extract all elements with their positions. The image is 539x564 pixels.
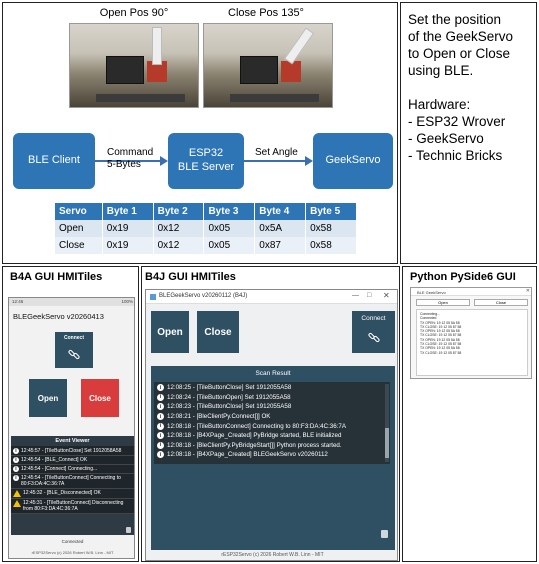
list-item: TX OPEN: 19 12 05 5A 58 <box>420 337 460 342</box>
app-icon <box>150 294 156 300</box>
close-button[interactable]: Close <box>474 299 528 306</box>
log-textarea[interactable] <box>416 309 528 376</box>
list-item: i 12:08:24 - [TileButtonOpen] Set 1912055A58 <box>154 393 390 403</box>
info-icon: i <box>13 457 19 463</box>
table-header: Byte 1 <box>102 203 153 220</box>
copyright: rESP32Servo (c) 2026 Robert W.B. Linn - MIT <box>221 552 324 558</box>
info-icon: i <box>157 423 164 430</box>
maximize-button[interactable]: □ <box>367 292 372 299</box>
scrollbar[interactable] <box>385 384 389 462</box>
list-item: i 12:45:54 - [Connect] Connecting... <box>11 465 134 474</box>
close-window-button[interactable]: ✕ <box>383 291 390 300</box>
info-icon: i <box>157 403 164 410</box>
python-window <box>410 287 532 379</box>
list-item: i 12:08:25 - [TileButtonClose] Set 1912055A58 <box>154 383 390 393</box>
scan-result-title: Scan Result <box>255 369 291 377</box>
arrow-set-angle <box>244 160 306 162</box>
trash-icon[interactable] <box>381 530 388 538</box>
table-header: Byte 4 <box>255 203 306 220</box>
description-text: Set the position of the GeekServo to Open or Close using BLE. Hardware: - ESP32 Wrover - GeekServo - Technic Bricks <box>408 12 514 163</box>
list-item: TX CLOSE: 19 12 05 87 58 <box>420 333 462 338</box>
python-section-title: Python PySide6 GUI <box>410 271 516 283</box>
status-bar: 12:46 100% <box>9 298 135 306</box>
list-item: TX CLOSE: 19 12 05 87 58 <box>420 324 462 329</box>
edge-set-angle-label: Set Angle <box>255 147 298 158</box>
edge-command-label: Command 5-Bytes <box>107 147 154 170</box>
table-header: Byte 2 <box>153 203 204 220</box>
scan-result-panel <box>151 366 395 550</box>
window-title: BLE GeekServo <box>417 289 446 295</box>
open-button[interactable]: Open <box>416 299 470 306</box>
list-item: TX CLOSE: 19 12 05 87 58 <box>420 342 462 347</box>
list-item: 12:45:32 - [BLE_Disconnected] OK <box>11 489 134 499</box>
title-bar <box>411 288 532 296</box>
list-item: i 12:45:54 - [TileButtonConnect] Connecting to 80:F3:DA:4C:36:7A <box>11 474 134 489</box>
list-item: TX CLOSE: 19 12 05 87 58 <box>420 350 462 355</box>
list-item: 12:45:31 - [TileButtonConnect] Disconnecting from 80:F3:DA:4C:36:7A <box>11 499 134 514</box>
info-icon: i <box>157 442 164 449</box>
arrow-command-head <box>160 156 168 166</box>
window-title: BLEGeekServo v20260112 (B4J) <box>159 293 248 299</box>
arrow-set-angle-head <box>305 156 313 166</box>
info-icon: i <box>157 432 164 439</box>
event-viewer <box>11 436 134 535</box>
connect-tile[interactable]: Connect <box>55 332 93 368</box>
link-icon <box>368 331 380 343</box>
node-esp32-server: ESP32 BLE Server <box>168 133 244 189</box>
table-header: Byte 3 <box>204 203 255 220</box>
connect-tile[interactable]: Connect <box>352 311 395 353</box>
event-viewer-title: Event Viewer <box>55 438 90 444</box>
table-row: Open 0x19 0x12 0x05 0x5A 0x58 <box>55 220 357 237</box>
close-tile[interactable]: Close <box>81 379 119 417</box>
table-header: Servo <box>55 203 102 220</box>
list-item: i 12:08:18 - [B4XPage_Created] BLEGeekServo v20260112 <box>154 450 390 460</box>
python-panel <box>402 266 537 562</box>
title-bar <box>146 290 398 304</box>
b4a-section-title: B4A GUI HMITiles <box>10 271 103 283</box>
node-ble-client: BLE Client <box>13 133 95 189</box>
overview-panel <box>2 2 398 264</box>
minimize-button[interactable]: — <box>352 292 359 299</box>
list-item: i 12:08:18 - [B4XPage_Created] PyBridge started, BLE initialized <box>154 431 390 441</box>
b4a-phone-screen <box>8 297 135 559</box>
list-item: i 12:08:23 - [TileButtonClose] Set 1912055A58 <box>154 402 390 412</box>
b4j-panel <box>141 266 400 562</box>
info-icon: i <box>157 413 164 420</box>
list-item: i 12:08:18 - [BleClientPy.PyBridgeStart[]] Python process started. <box>154 441 390 451</box>
open-tile[interactable]: Open <box>29 379 67 417</box>
list-item: Connecting... <box>420 312 440 316</box>
list-item: i 12:45:54 - [BLE_Connect] OK <box>11 456 134 465</box>
photo-servo-close <box>203 23 333 108</box>
warning-icon <box>13 490 21 497</box>
footer-status: Connected <box>61 539 84 544</box>
warning-icon <box>13 500 21 507</box>
info-icon: i <box>13 448 19 454</box>
description-panel <box>400 2 537 264</box>
node-geekservo: GeekServo <box>313 133 393 189</box>
list-item: TX OPEN: 19 12 05 5A 58 <box>420 320 460 325</box>
command-table <box>55 203 357 254</box>
close-window-button[interactable]: ✕ <box>525 288 530 294</box>
link-icon <box>68 348 80 360</box>
photo-close-label: Close Pos 135° <box>228 7 304 19</box>
copyright: rESP32Servo (c) 2026 Robert W.B. Linn - MIT <box>31 550 114 555</box>
b4a-panel <box>2 266 139 562</box>
list-item: TX OPEN: 19 12 05 5A 58 <box>420 346 460 351</box>
list-item: i 12:08:21 - [BleClientPy.Connect[]] OK <box>154 412 390 422</box>
photo-open-label: Open Pos 90° <box>99 7 169 19</box>
info-icon: i <box>157 394 164 401</box>
log-list <box>154 382 390 464</box>
app-title: BLEGeekServo v20260413 <box>13 312 104 321</box>
list-item: TX OPEN: 19 12 05 5A 58 <box>420 329 460 334</box>
close-tile[interactable]: Close <box>197 311 239 353</box>
list-item: Connected <box>420 316 437 321</box>
table-header: Byte 5 <box>306 203 357 220</box>
info-icon: i <box>157 384 164 391</box>
list-item: i 12:08:18 - [TileButtonConnect] Connecting to 80:F3:DA:4C:36:7A <box>154 421 390 431</box>
trash-icon[interactable] <box>126 527 131 533</box>
b4j-section-title: B4J GUI HMITiles <box>145 271 236 283</box>
info-icon: i <box>157 451 164 458</box>
open-tile[interactable]: Open <box>151 311 189 353</box>
photo-servo-open <box>69 23 199 108</box>
table-row: Close 0x19 0x12 0x05 0x87 0x58 <box>55 237 357 254</box>
list-item: i 12:45:57 - [TileButtonClose] Set 1912058A58 <box>11 447 134 456</box>
b4j-window <box>145 289 398 561</box>
info-icon: i <box>13 475 19 481</box>
info-icon: i <box>13 466 19 472</box>
